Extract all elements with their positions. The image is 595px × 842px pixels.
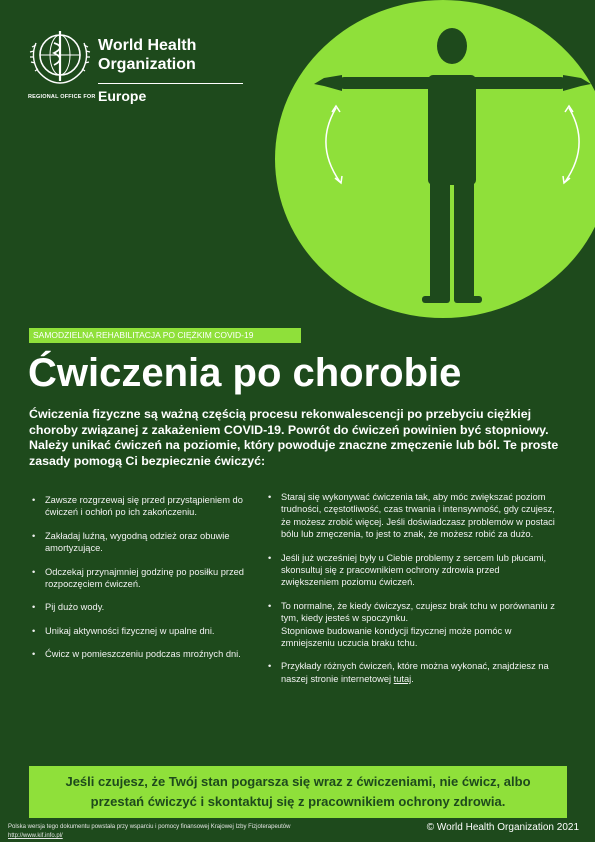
list-item [30,530,255,555]
person-arms-out-illustration [310,20,595,310]
list-item-text: Pij dużo wody. [45,602,105,613]
figure-left-leg [430,180,450,300]
who-europe-logo [28,27,228,107]
list-item [30,566,255,591]
warning-box [29,766,567,818]
exercise-examples-link[interactable]: tutaj [393,673,412,684]
figure-left-foot [422,296,450,303]
list-item-text: Odczekaj przynajmniej godzinę po posiłku przed rozpoczęciem ćwiczeń. [45,566,244,590]
bullet: • [32,625,36,636]
list-item-text: Staraj się wykonywać ćwiczenia tak, aby móc zwiększać poziom trudności, częstotliwość, czas trwania i intensywność, gdy czujesz, że możesz zrobić więcej. Jeśli doświadczasz problemów w postaci bólu lub zmęczenia, to jest to znak, że możesz robić za dużo. [281,492,555,540]
list-item [30,625,255,637]
list-item [30,601,255,613]
bullet: • [32,530,36,541]
topic-tag: SAMODZIELNA REHABILITACJA PO CIĘŻKIM COVID-19 [29,328,301,343]
list-item-text: Jeśli już wcześniej były u Ciebie problemy z sercem lub płucami, skonsultuj się z pracownikiem ochrony zdrowia przed zwiększeniem poziomu ćwiczeń. [281,552,547,588]
figure-left-hand [314,75,342,91]
list-item [266,600,556,650]
who-name-line2: Organization [98,56,196,73]
warning-text: Jeśli czujesz, że Twój stan pogarsza się wraz z ćwiczeniami, nie ćwicz, albo przestań ćwiczyć i skontaktuj się z pracownikiem ochrony zdrowia. [65,774,531,809]
list-item-text: Ćwicz w pomieszczeniu podczas mroźnych dni. [45,649,241,660]
who-name-line1: World Health [98,37,197,54]
right-tips-list [266,491,556,696]
bullet: • [32,649,36,660]
bullet: • [32,602,36,613]
bullet: • [268,552,272,563]
list-item-extra-text: Stopniowe budowanie kondycji fizycznej może pomóc w zmniejszeniu uczucia braku tchu. [281,625,512,649]
list-item-text: Zakładaj luźną, wygodną odzież oraz obuwie amortyzujące. [45,530,230,554]
list-item-end: . [411,673,414,684]
region-label: Europe [98,88,147,104]
left-tips-list [30,494,255,672]
figure-torso [428,75,476,185]
footnote-url-link[interactable]: http://www.kif.info.pl/ [8,833,63,839]
regional-office-label: REGIONAL OFFICE FOR [28,94,96,100]
right-motion-arrow-icon [565,108,579,182]
intro-paragraph: Ćwiczenia fizyczne są ważną częścią procesu rekonwalescencji po przebyciu ciężkiej choroby związanej z zakażeniem COVID-19. Powrót do ćwiczeń powinien być stopniowy. Należy unikać ćwiczeń na poziomie, który powoduje znaczne zmęczenie lub ból. Te proste zasady pomogą Ci bezpiecznie ćwiczyć: [29,407,559,468]
list-item [266,552,556,589]
logo-divider [98,83,243,84]
bullet: • [32,566,36,577]
footnote-text: Polska wersja tego dokumentu powstała przy wsparciu i pomocy finansowej Krajowej Izby Fizjoterapeutów [8,824,291,830]
list-item [266,491,556,541]
who-name [98,36,248,74]
figure-right-hand [563,75,591,91]
translation-footnote [8,823,398,841]
list-item-text: To normalne, że kiedy ćwiczysz, czujesz brak tchu w porównaniu z tym, kiedy jesteś w spoczynku. [281,600,555,624]
bullet: • [268,492,272,502]
left-motion-arrow-icon [326,108,340,182]
list-item-text: Zawsze rozgrzewaj się przed przystąpieniem do ćwiczeń i ochłoń po ich zakończeniu. [45,495,243,518]
bullet: • [32,495,36,505]
bullet: • [268,600,272,611]
copyright-notice: © World Health Organization 2021 [426,822,579,833]
page-title: Ćwiczenia po chorobie [28,351,462,395]
who-emblem-icon [28,27,92,87]
list-item-text: Przykłady różnych ćwiczeń, które można wykonać, znajdziesz na naszej stronie internetowej [281,661,549,684]
list-item [266,660,556,685]
figure-head [437,28,467,64]
list-item [30,494,255,519]
list-item [30,648,255,660]
bullet: • [268,661,272,672]
list-item-text: Unikaj aktywności fizycznej w upalne dni. [45,625,215,636]
figure-right-foot [454,296,482,303]
figure-right-leg [454,180,474,300]
